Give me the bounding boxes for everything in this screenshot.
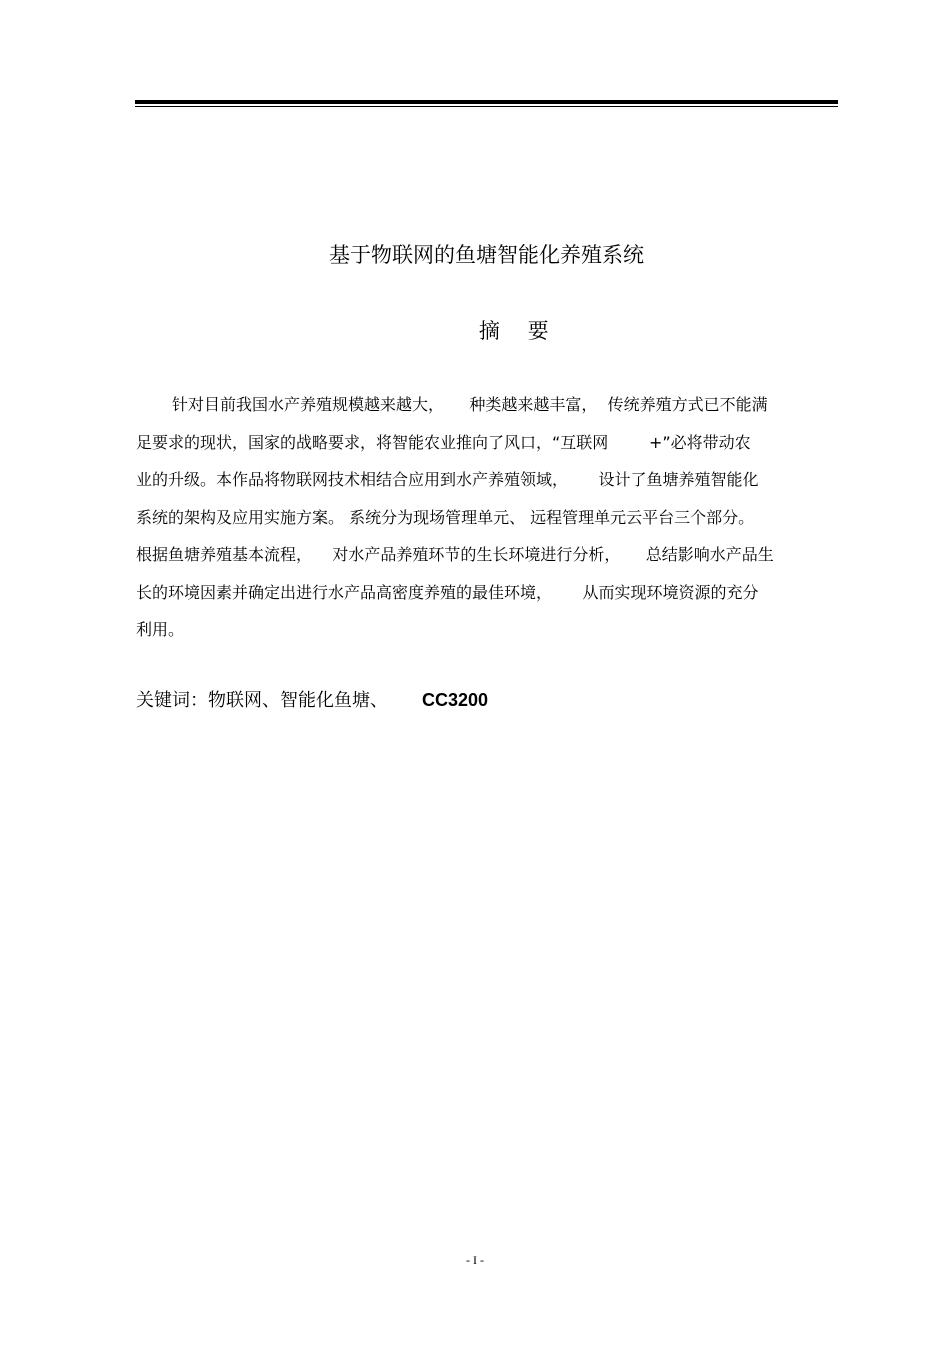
abstract-body xyxy=(136,386,836,649)
abstract-line: 系统的架构及应用实施方案。 系统分为现场管理单元、 远程管理单元云平台三个部分。 xyxy=(136,507,755,527)
keywords xyxy=(136,685,488,716)
abstract-line: 针对目前我国水产养殖规模越来越大， 种类越来越丰富， 传统养殖方式已不能满 xyxy=(172,395,768,414)
abstract-line: 业的升级。本作品将物联网技术相结合应用到水产养殖领域， 设计了鱼塘养殖智能化 xyxy=(136,470,759,489)
keywords-label: 关键词：物联网、智能化鱼塘、 xyxy=(136,690,388,711)
abstract-heading: 摘 要 xyxy=(478,319,560,343)
abstract-line: 根据鱼塘养殖基本流程， 对水产品养殖环节的生长环境进行分析， 总结影响水产品生 xyxy=(136,545,774,564)
abstract-line: 长的环境因素并确定出进行水产品高密度养殖的最佳环境， 从而实现环境资源的充分 xyxy=(136,582,759,602)
abstract-line: 足要求的现状，国家的战略要求，将智能农业推向了风口，“互联网 +”必将带动农 xyxy=(136,432,751,452)
keyword-cc3200: CC3200 xyxy=(422,690,489,710)
document-title: 基于物联网的鱼塘智能化养殖系统 xyxy=(329,243,644,267)
abstract-line: 利用。 xyxy=(136,620,185,639)
header-rule-thick xyxy=(135,100,838,104)
header-rule-thin xyxy=(135,106,838,107)
page-number: - I - xyxy=(466,1253,484,1267)
